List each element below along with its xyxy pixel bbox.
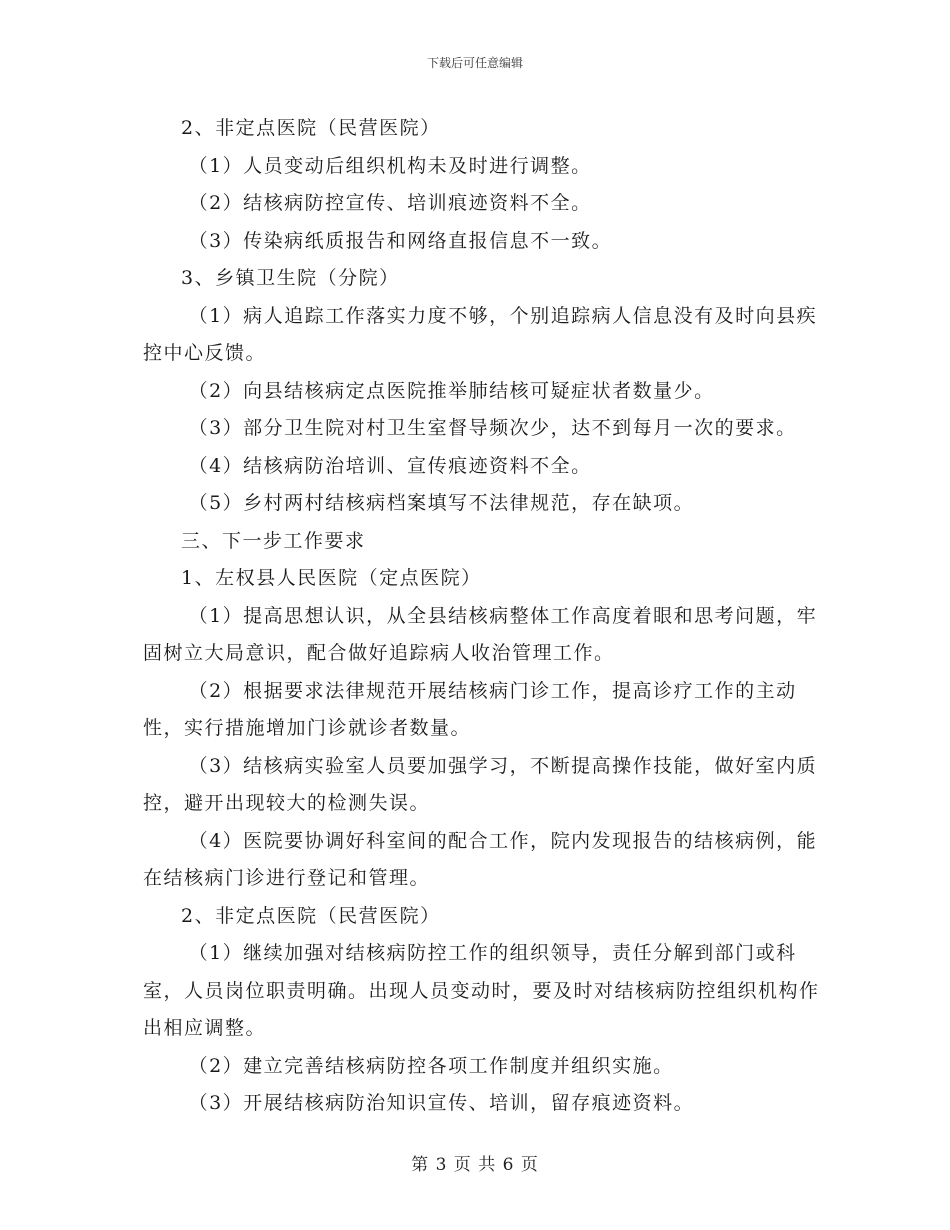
section-heading: 1、左权县人民医院（定点医院） xyxy=(181,567,482,589)
page-footer: 第 3 页 共 6 页 xyxy=(411,1155,539,1175)
list-item: （2）结核病防控宣传、培训痕迹资料不全。 xyxy=(188,192,592,214)
list-item: （4）医院要协调好科室间的配合工作，院内发现报告的结核病例，能在结核病门诊进行登记和管理。 xyxy=(143,829,818,889)
list-item: （1）人员变动后组织机构未及时进行调整。 xyxy=(188,154,592,177)
list-item: （2）根据要求法律规范开展结核病门诊工作，提高诊疗工作的主动性，实行措施增加门诊就诊者数量。 xyxy=(143,679,797,739)
list-item: （5）乡村两村结核病档案填写不法律规范，存在缺项。 xyxy=(188,492,695,514)
list-item: （1）提高思想认识，从全县结核病整体工作高度着眼和思考问题，牢固树立大局意识，配合做好追踪病人收治管理工作。 xyxy=(143,604,818,664)
list-item: （1）病人追踪工作落实力度不够，个别追踪病人信息没有及时向县疾控中心反馈。 xyxy=(143,304,818,364)
list-item: （2）建立完善结核病防控各项工作制度并组织实施。 xyxy=(188,1054,674,1077)
section-heading: 3、乡镇卫生院（分院） xyxy=(181,267,400,289)
section-heading: 2、非定点医院（民营医院） xyxy=(181,117,441,139)
section-heading: 2、非定点医院（民营医院） xyxy=(181,904,441,927)
list-item: （3）开展结核病防治知识宣传、培训，留存痕迹资料。 xyxy=(188,1092,695,1114)
list-item: （3）结核病实验室人员要加强学习，不断提高操作技能，做好室内质控，避开出现较大的检测失误。 xyxy=(143,754,818,814)
page-header: 下载后可任意编辑 xyxy=(426,56,523,70)
list-item: （3）部分卫生院对村卫生室督导频次少，达不到每月一次的要求。 xyxy=(188,417,797,439)
list-item: （3）传染病纸质报告和网络直报信息不一致。 xyxy=(188,229,613,252)
list-item: （4）结核病防治培训、宣传痕迹资料不全。 xyxy=(188,454,592,477)
document-body xyxy=(143,110,823,1123)
list-item: （1）继续加强对结核病防控工作的组织领导，责任分解到部门或科室，人员岗位职责明确。出现人员变动时，要及时对结核病防控组织机构作出相应调整。 xyxy=(143,942,820,1039)
list-item: （2）向县结核病定点医院推举肺结核可疑症状者数量少。 xyxy=(188,379,715,402)
chapter-heading: 三、下一步工作要求 xyxy=(181,529,366,552)
